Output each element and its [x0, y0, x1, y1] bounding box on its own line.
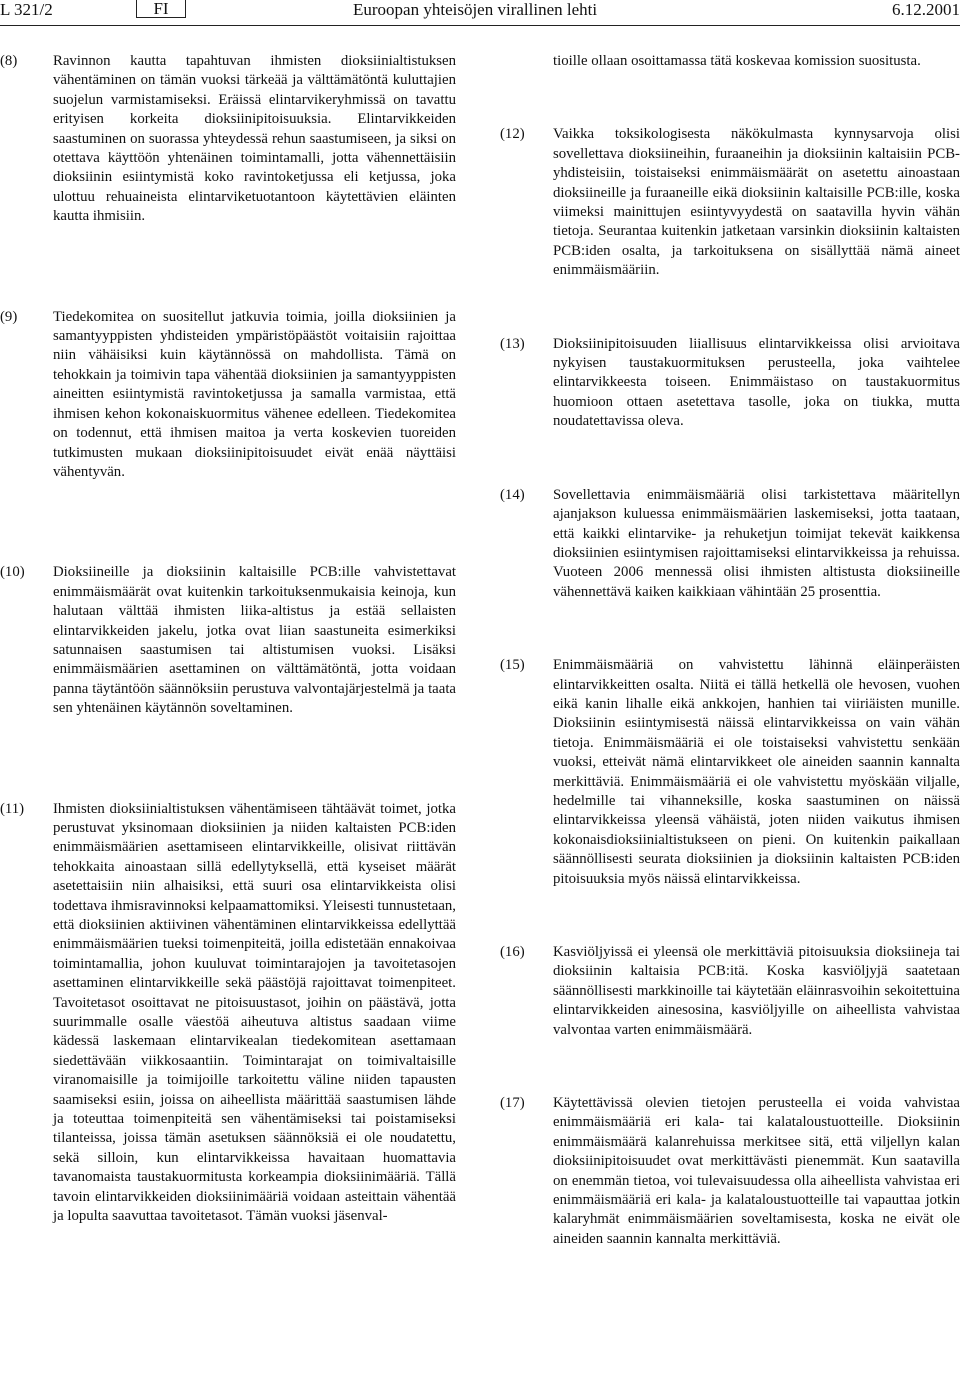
recital-13	[500, 335, 960, 432]
recital-text: Dioksiineille ja dioksiinin kaltaisille PCB:ille vahvistettavat enimmäismäärät ovat kuitenkin tarkoituksenmukaisia keinoja, kun halutaan välttää ihmisten liika-altistus ja estää sellaisten elintarvikkeiden jakelu, jotka ovat liian saastuneita esimerkiksi satunnaisen saastumisen tai altistumisen vuoksi. Lisäksi enimmäismäärien asettaminen on välttämätöntä, jotta voidaan panna täytäntöön säännöksiin perustuva valvontajärjestelmä ja taata sen yhtenäinen käytännön soveltaminen.	[53, 564, 456, 717]
recital-number: (13)	[500, 335, 525, 352]
recital-text: Enimmäismääriä on vahvistettu lähinnä eläinperäisten elintarvikkeitten osalta. Niitä ei tällä hetkellä ole hevosen, vuohen eikä kanin lihalle eikä ankkojen, hanhien tai viiriäisten munille. Dioksiinin esiintymisestä näissä elintarvikkeissa on vain vähän tietoja. Enimmäismääriä ei ole toistaiseksi vahvistettu senkään vuoksi, etteivät nämä elintarvikkeet ole aineiden saannin kannalta merkittäviä. Enimmäismääriä ei ole vahvistettu myöskään viljalle, hedelmille tai vihanneksille, koska saastuminen on näissä elintarvikkeissa yleensä vähäistä, joten niiden vaikutus ihmisen kokonaisdioksiinialtistukseen on pieni. On kuitenkin paikallaan säännöllisesti seurata dioksiinien ja dioksiinin kaltaisten PCB:iden pitoisuuksia myös näissä elintarvikkeissa.	[553, 657, 960, 887]
page-header	[0, 0, 960, 24]
recital-17	[500, 1094, 960, 1249]
recital-number: (17)	[500, 1095, 525, 1112]
recital-11-continuation	[500, 52, 960, 71]
left-column	[0, 52, 456, 1227]
page-reference: L 321/2	[0, 0, 53, 19]
recital-16	[500, 943, 960, 1040]
recital-text: Käytettävissä olevien tietojen perusteella ei voida vahvistaa enimmäismääriä eri kala- tai kalataloustuotteille. Dioksiinin enimmäismäärä kalanrehuissa merkitsee sitä, että viljellyn kalan dioksiinipitoisuudet ovat merkittävästi pienemmät. Kun saatavilla on enemmän tietoa, voi tulevaisuudessa olla aiheellista vahvistaa eri enimmäismääriä eri kala- ja kalataloustuotteille tai vapauttaa jotkin kalaryhmät enimmäismäärien soveltamisesta, koska ne eivät ole aineiden saannin kannalta merkittäviä.	[553, 1095, 960, 1247]
recital-9	[0, 308, 456, 483]
recital-number: (14)	[500, 486, 525, 503]
recital-text: Dioksiinipitoisuuden liiallisuus elintarvikkeissa olisi arvioitava nykyisen taustakuormituksen perusteella, joka vaihtelee elintarvikkeesta toiseen. Enimmäistaso on taustakuormitus huomioon ottaen asetettava tasolle, joka on tiukka, mutta noudatettavissa oleva.	[553, 335, 960, 430]
publication-date: 6.12.2001	[892, 0, 960, 19]
recital-number: (16)	[500, 944, 525, 960]
language-code-box: FI	[136, 0, 186, 18]
recital-10	[0, 563, 456, 718]
recital-14	[500, 486, 960, 602]
recital-number: (8)	[0, 53, 18, 69]
recital-number: (12)	[500, 126, 525, 143]
recital-12	[500, 125, 960, 280]
recital-number: (9)	[0, 308, 18, 325]
recital-text: Sovellettavia enimmäismääriä olisi tarkistettava määritellyn ajanjakson kuluessa enimmäismäärien laskemiseksi, jotta taataan, että kaikki elintarvike- ja rehuketjun toimijat tekevät kaikkensa dioksiinien esiintymisen rajoittamiseksi elintarvikkeissa ja rehuissa. Vuoteen 2006 mennessä olisi ihmisten altistusta dioksiineille vähennettävä kaiken kaikkiaan vähintään 25 prosenttia.	[553, 486, 960, 600]
recital-text: Ravinnon kautta tapahtuvan ihmisten dioksiinialtistuksen vähentäminen on tämän vuoksi tärkeää ja välttämätöntä kuluttajien suojelun varmistamiseksi. Eräissä elintarvikeryhmissä on tavattu erityisen korkeita dioksiinipitoisuuksia. Elintarvikkeiden saastuminen on suorassa yhteydessä rehun saastumiseen, ja siksi on otettava käyttöön yhtenäinen toimintamalli, jotta vähennettäisiin dioksiinin esiintymistä koko ravintoketjussa eli ketjussa, joka ulottuu rehuaineista elintarviketuotantoon käytettävien eläinten kautta ihmisiin.	[53, 53, 456, 225]
recital-number: (15)	[500, 657, 525, 674]
recital-15	[500, 656, 960, 889]
right-column	[500, 52, 960, 1249]
recital-number: (10)	[0, 564, 25, 581]
recital-text: Kasviöljyissä ei yleensä ole merkittäviä pitoisuuksia dioksiineja tai dioksiinin kaltaisia PCB:itä. Koska kasviöljyjä saatetaan säännöllisesti markkinoille tai käytetään eläinrasvoihin sekoitettuina elintarvikkeiden ainesosina, kasviöljyille on aiheellista vahvistaa valvontaa varten enimmäismäärä.	[553, 944, 960, 1038]
recital-text: Vaikka toksikologisesta näkökulmasta kynnysarvoja olisi sovellettava dioksiineihin, furaaneihin ja dioksiinin kaltaisiin PCB-yhdisteisiin, toistaiseksi enimmäismäärät on asetettu ainoastaan dioksiineille ja furaaneille eikä dioksiinin kaltaisille PCB:ille, koska viimeksi mainittujen esiintyvyydestä on saatavilla hyvin vähän tietoja. Seurantaa kuitenkin jatketaan varsinkin dioksiinin kaltaisten PCB:iden osalta, ja tarkoituksena on sisällyttää nämä aineet enimmäismääriin.	[553, 126, 960, 279]
recital-8	[0, 52, 456, 227]
header-rule	[0, 25, 960, 26]
recital-text: Ihmisten dioksiinialtistuksen vähentämiseen tähtäävät toimet, jotka perustuvat yksinomaan dioksiinien ja niiden kaltaisten PCB:iden enimmäismäärien asettamiseen elintarvikkeille, olisivat riittävän tehokkaita ainoastaan sillä edellytyksellä, että kyseiset määrät asetettaisiin niin alhaisiksi, että suuri osa elintarvikkeista olisi todettava ihmisravinnoksi kelpaamattomiksi. Yleisesti tunnustetaan, että dioksiinien aktiivinen vähentäminen elintarvikkeissa edellyttää enimmäismäärien tueksi toimenpiteitä, joilla edistetään ennakoivaa toimintamallia, johon kuuluvat toimintarajojen ja tavoitetasojen asettaminen elintarvikkeille sekä päästöjä rajoittavat toimenpiteet. Tavoitetasot osoittavat ne pitoisuustasot, joihin on päästävä, jotta suurimmalle osalle väestöä aiheutuva altistus saadaan viime kädessä laskemaan elintarvikealan tiedekomitean asettamaan siedettävään viikkosaantiin. Toimintarajat on toimivaltaisille viranomaisille ja toimijoille tarkoitettu väline niiden tapausten saamiseksi esiin, joissa on aiheellista määrittää saastumisen lähde ja toteuttaa toimenpiteitä sen vähentämiseksi tai poistamiseksi tilanteissa, joissa tämän asetuksen säännöksiä ei ole noudatettu, sekä silloin, kun elintarvikkeissa havaitaan huomattavia tavanomaista taustakuormitusta korkeampia dioksiinimääriä. Tällä tavoin elintarvikkeiden dioksiinimääriä voidaan asteittain vähentää ja lopulta saavuttaa tavoitetasot. Tämän vuoksi jäsenval-	[53, 800, 456, 1225]
recital-text: Tiedekomitea on suositellut jatkuvia toimia, joilla dioksiinien ja samantyyppisten yhdisteiden ympäristöpäästöt voitaisiin rajoittaa niin vähäisiksi kuin käytännössä on mahdollista. Tämä on tehokkain ja toimivin tapa vähentää dioksiinien ja samantyyppisten aineitten esiintymistä ravintoketjussa ja samalla varmistaa, että ihmisen kehon kokonaiskuormitus vähenee edelleen. Tiedekomitea on todennut, että ihmisen maitoa ja verta koskevien tuoreiden tutkimusten mukaan dioksiinipitoisuudet eivät enää näyttäisi vähentyvän.	[53, 308, 456, 480]
publication-title: Euroopan yhteisöjen virallinen lehti	[353, 0, 598, 19]
recital-number: (11)	[0, 800, 25, 817]
continuation-text: tioille ollaan osoittamassa tätä koskevaa komission suositusta.	[553, 53, 921, 69]
recital-11	[0, 800, 456, 1227]
